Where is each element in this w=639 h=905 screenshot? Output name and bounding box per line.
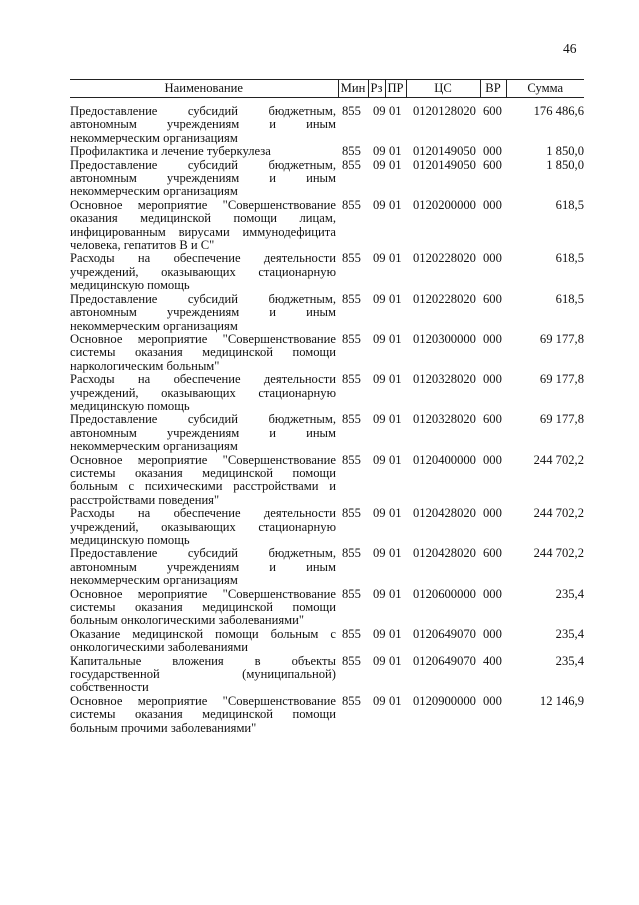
row-min: 855 (342, 251, 361, 266)
row-cs: 0120149050 (413, 157, 476, 172)
row-vr: 000 (483, 586, 502, 601)
row-min: 855 (342, 331, 361, 346)
page-number: 46 (563, 41, 577, 56)
row-rz: 09 (373, 372, 386, 387)
row-vr: 000 (483, 452, 502, 467)
row-name: Предоставление субсидий бюджетным, автономным учреждениям и иным некоммерческим организациям (70, 546, 336, 588)
row-vr: 000 (483, 251, 502, 266)
row-cs: 0120228020 (413, 251, 476, 266)
row-pr: 01 (389, 144, 402, 159)
row-vr: 000 (483, 506, 502, 521)
table-row (70, 507, 584, 547)
row-cs: 0120600000 (413, 586, 476, 601)
row-sum: 12 146,9 (539, 693, 584, 708)
row-pr: 01 (389, 197, 402, 212)
table-row (70, 145, 584, 158)
row-sum: 235,4 (555, 653, 584, 668)
header-cs: ЦС (406, 80, 480, 98)
row-min: 855 (342, 372, 361, 387)
header-min: Мин (338, 80, 368, 98)
row-name: Основное мероприятие "Совершенствование системы оказания медицинской помощи больным прочими заболеваниями" (70, 693, 336, 735)
table-row (70, 655, 584, 695)
row-min: 855 (342, 197, 361, 212)
row-vr: 600 (483, 157, 502, 172)
table-body (70, 98, 584, 736)
row-sum: 1 850,0 (546, 157, 584, 172)
table-row (70, 199, 584, 253)
row-rz: 09 (373, 506, 386, 521)
row-sum: 618,5 (555, 291, 584, 306)
table-row (70, 695, 584, 735)
row-vr: 600 (483, 291, 502, 306)
row-pr: 01 (389, 251, 402, 266)
row-min: 855 (342, 626, 361, 641)
row-pr: 01 (389, 331, 402, 346)
row-pr: 01 (389, 157, 402, 172)
row-cs: 0120649070 (413, 626, 476, 641)
row-rz: 09 (373, 586, 386, 601)
header-row (70, 80, 584, 98)
row-min: 855 (342, 104, 361, 118)
row-name: Предоставление субсидий бюджетным, автономным учреждениям и иным некоммерческим организациям (70, 157, 336, 199)
row-vr: 000 (483, 331, 502, 346)
row-pr: 01 (389, 372, 402, 387)
row-cs: 0120649070 (413, 653, 476, 668)
row-cs: 0120900000 (413, 693, 476, 708)
row-sum: 618,5 (555, 197, 584, 212)
row-pr: 01 (389, 626, 402, 641)
row-name: Основное мероприятие "Совершенствование системы оказания медицинской помощи больным онкологическими заболеваниями" (70, 586, 336, 628)
header-pr: ПР (385, 80, 406, 98)
row-sum: 244 702,2 (533, 452, 584, 467)
row-pr: 01 (389, 506, 402, 521)
row-cs: 0120128020 (413, 104, 476, 118)
row-name: Расходы на обеспечение деятельности учреждений, оказывающих стационарную медицинскую помощь (70, 372, 336, 413)
row-cs: 0120400000 (413, 452, 476, 467)
row-cs: 0120328020 (413, 412, 476, 427)
row-cs: 0120428020 (413, 546, 476, 561)
row-vr: 000 (483, 197, 502, 212)
row-sum: 176 486,6 (533, 104, 584, 118)
table-row (70, 588, 584, 628)
row-vr: 600 (483, 104, 502, 118)
row-sum: 235,4 (555, 586, 584, 601)
row-sum: 1 850,0 (546, 144, 584, 159)
header-sum: Сумма (506, 80, 584, 98)
header-name: Наименование (70, 80, 338, 98)
row-pr: 01 (389, 104, 402, 118)
row-cs: 0120228020 (413, 291, 476, 306)
row-cs: 0120328020 (413, 372, 476, 387)
row-min: 855 (342, 144, 361, 159)
row-min: 855 (342, 693, 361, 708)
row-name: Оказание медицинской помощи больным с онкологическими заболеваниями (70, 626, 336, 655)
row-sum: 69 177,8 (539, 331, 584, 346)
table-row (70, 413, 584, 453)
row-rz: 09 (373, 626, 386, 641)
row-sum: 244 702,2 (533, 546, 584, 561)
row-vr: 000 (483, 144, 502, 159)
row-name: Расходы на обеспечение деятельности учреждений, оказывающих стационарную медицинскую помощь (70, 251, 336, 293)
table-row (70, 252, 584, 292)
row-name: Капитальные вложения в объекты государственной (муниципальной) собственности (70, 653, 336, 695)
row-pr: 01 (389, 412, 402, 427)
row-cs: 0120428020 (413, 506, 476, 521)
table-row (70, 547, 584, 587)
row-sum: 69 177,8 (539, 412, 584, 427)
row-name: Предоставление субсидий бюджетным, автономным учреждениям и иным некоммерческим организациям (70, 412, 336, 454)
row-vr: 600 (483, 546, 502, 561)
row-pr: 01 (389, 546, 402, 561)
table-row (70, 293, 584, 333)
row-name: Основное мероприятие "Совершенствование оказания медицинской помощи лицам, инфицированным вирусами иммунодефицита человека, гепатитов В и С" (70, 197, 336, 253)
row-rz: 09 (373, 144, 386, 159)
table-header (70, 80, 584, 98)
row-name: Предоставление субсидий бюджетным, автономным учреждениям и иным некоммерческим организациям (70, 291, 336, 333)
row-name: Расходы на обеспечение деятельности учреждений, оказывающих стационарную медицинскую помощь (70, 506, 336, 547)
row-min: 855 (342, 653, 361, 668)
table-row (70, 98, 584, 146)
row-name: Профилактика и лечение туберкулеза (70, 144, 271, 159)
row-rz: 09 (373, 546, 386, 561)
row-name: Предоставление субсидий бюджетным, автономным учреждениям и иным некоммерческим организациям (70, 104, 336, 145)
table-row (70, 159, 584, 199)
row-rz: 09 (373, 331, 386, 346)
row-vr: 400 (483, 653, 502, 668)
row-vr: 000 (483, 372, 502, 387)
row-rz: 09 (373, 452, 386, 467)
table-row (70, 333, 584, 373)
row-min: 855 (342, 291, 361, 306)
row-vr: 600 (483, 412, 502, 427)
row-rz: 09 (373, 197, 386, 212)
row-pr: 01 (389, 452, 402, 467)
row-min: 855 (342, 412, 361, 427)
row-rz: 09 (373, 693, 386, 708)
row-rz: 09 (373, 104, 386, 118)
row-name: Основное мероприятие "Совершенствование системы оказания медицинской помощи больным с психическими расстройствами и расстройствами поведения" (70, 452, 336, 507)
row-pr: 01 (389, 653, 402, 668)
row-rz: 09 (373, 157, 386, 172)
row-vr: 000 (483, 693, 502, 708)
table-row (70, 373, 584, 413)
row-vr: 000 (483, 626, 502, 641)
row-name: Основное мероприятие "Совершенствование системы оказания медицинской помощи наркологическим больным" (70, 331, 336, 373)
row-min: 855 (342, 586, 361, 601)
row-rz: 09 (373, 412, 386, 427)
header-vr: ВР (480, 80, 506, 98)
header-rz: Рз (368, 80, 385, 98)
row-min: 855 (342, 157, 361, 172)
row-sum: 69 177,8 (539, 372, 584, 387)
row-rz: 09 (373, 251, 386, 266)
row-sum: 618,5 (555, 251, 584, 266)
row-cs: 0120200000 (413, 197, 476, 212)
row-pr: 01 (389, 693, 402, 708)
row-pr: 01 (389, 586, 402, 601)
row-sum: 235,4 (555, 626, 584, 641)
table-row (70, 628, 584, 655)
row-pr: 01 (389, 291, 402, 306)
row-sum: 244 702,2 (533, 506, 584, 521)
table-row (70, 454, 584, 508)
row-cs: 0120300000 (413, 331, 476, 346)
row-rz: 09 (373, 291, 386, 306)
row-min: 855 (342, 506, 361, 521)
row-cs: 0120149050 (413, 144, 476, 159)
budget-table (70, 79, 584, 735)
row-rz: 09 (373, 653, 386, 668)
row-min: 855 (342, 452, 361, 467)
row-min: 855 (342, 546, 361, 561)
